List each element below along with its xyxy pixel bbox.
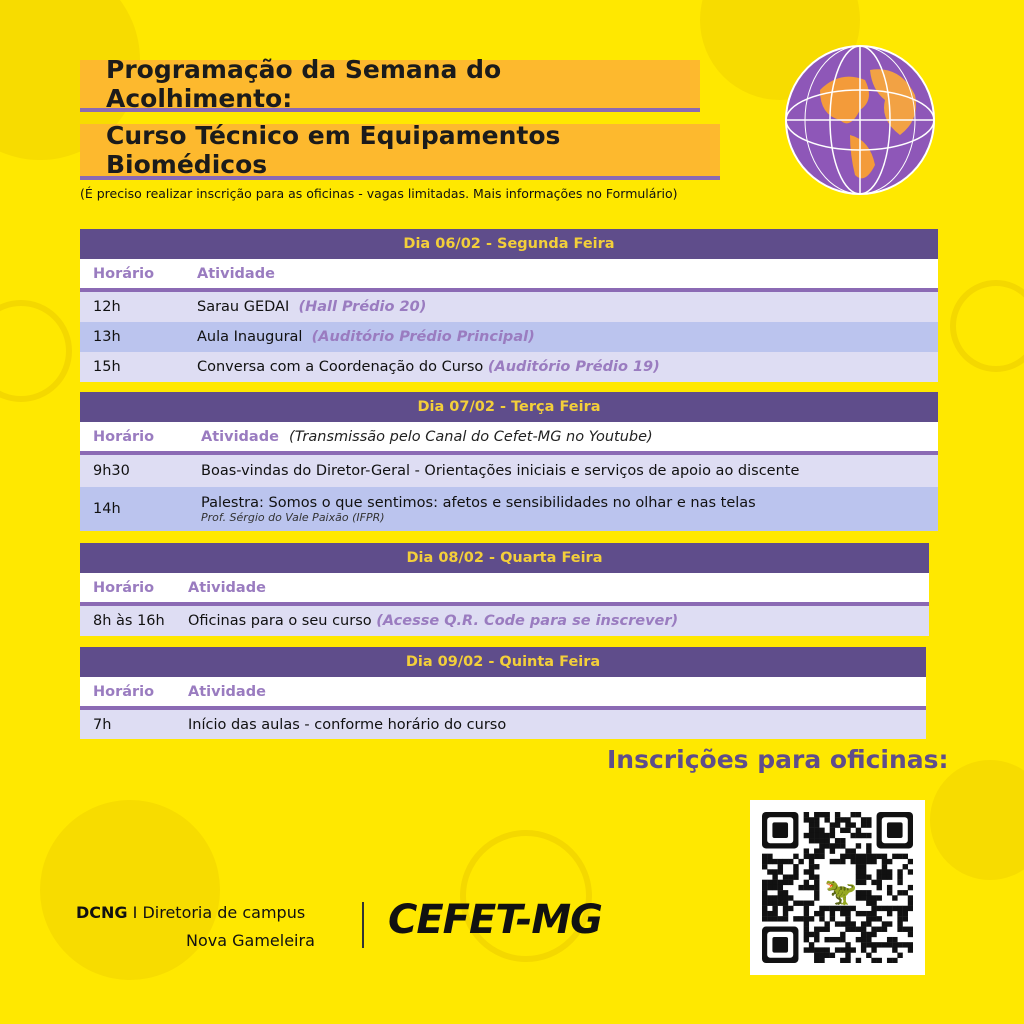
org-abbr: DCNG [76,903,128,922]
row-time: 9h30 [93,463,130,479]
column-headers [80,259,938,292]
row-location: (Hall Prédio 20) [298,299,427,315]
page-subtitle [80,121,720,180]
col-activity: Atividade [197,265,275,282]
table-row [80,606,929,636]
table-row [80,455,938,487]
day-header: Dia 08/02 - Quarta Feira [80,543,929,573]
row-activity: Aula Inaugural [197,329,303,345]
bg-circle [930,760,1024,880]
day-header: Dia 07/02 - Terça Feira [80,392,938,422]
title-line-2: Curso Técnico em Equipamentos Biomédicos [106,121,561,179]
registration-note: (É preciso realizar inscrição para as oficinas - vagas limitadas. Mais informações no Formulário) [80,186,678,201]
col-time: Horário [93,428,155,445]
row-time: 12h [93,299,121,315]
day-table-08-02 [80,543,929,636]
table-row [80,710,926,739]
column-headers [80,677,926,710]
dino-icon: 🦖 [824,877,857,908]
registration-label: Inscrições para oficinas: [607,745,949,774]
table-row [80,292,938,322]
row-activity: Boas-vindas do Diretor-Geral - Orientações iniciais e serviços de apoio ao discente [201,463,800,479]
day-header: Dia 09/02 - Quinta Feira [80,647,926,677]
row-time: 15h [93,359,121,375]
row-speaker: Prof. Sérgio do Vale Paixão (IFPR) [201,510,385,524]
column-headers [80,573,929,606]
cefet-logo: CEFET-MG [388,897,602,943]
bg-circle [40,800,220,980]
row-activity: Início das aulas - conforme horário do curso [188,716,507,733]
row-time: 14h [93,501,121,517]
row-location: (Auditório Prédio 19) [487,359,660,375]
title-line-1: Programação da Semana do Acolhimento: [106,55,502,113]
col-activity: Atividade [188,579,266,596]
globe-icon [780,40,940,200]
table-row [80,487,938,531]
day-header: Dia 06/02 - Segunda Feira [80,229,938,259]
table-row [80,322,938,352]
row-time: 7h [93,716,112,733]
page-title [80,55,700,113]
day-table-07-02 [80,392,938,531]
row-time: 8h às 16h [93,613,165,629]
row-activity: Sarau GEDAI [197,299,290,315]
row-location: (Acesse Q.R. Code para se inscrever) [376,613,679,629]
col-activity: Atividade [201,428,279,445]
row-location: (Auditório Prédio Principal) [311,329,535,345]
org-line-1: Diretoria de campus [142,903,306,922]
bg-ring [0,300,72,402]
row-activity: Conversa com a Coordenação do Curso [197,359,484,375]
column-headers [80,422,938,455]
footer-org [76,903,305,922]
day-table-09-02 [80,647,926,739]
day-table-06-02 [80,229,938,382]
footer-divider [362,902,364,948]
org-separator: I [132,903,138,922]
row-activity: Palestra: Somos o que sentimos: afetos e sensibilidades no olhar e nas telas [201,494,756,511]
col-time: Horário [93,683,155,700]
col-time: Horário [93,265,155,282]
org-line-2: Nova Gameleira [186,931,315,950]
qr-code[interactable] [750,800,925,975]
col-time: Horário [93,579,155,596]
bg-ring [950,280,1024,372]
col-activity: Atividade [188,683,266,700]
row-activity: Oficinas para o seu curso [188,613,372,629]
row-time: 13h [93,329,121,345]
qr-code-icon [762,812,913,963]
table-row [80,352,938,382]
col-note: (Transmissão pelo Canal do Cefet-MG no Youtube) [289,428,653,445]
